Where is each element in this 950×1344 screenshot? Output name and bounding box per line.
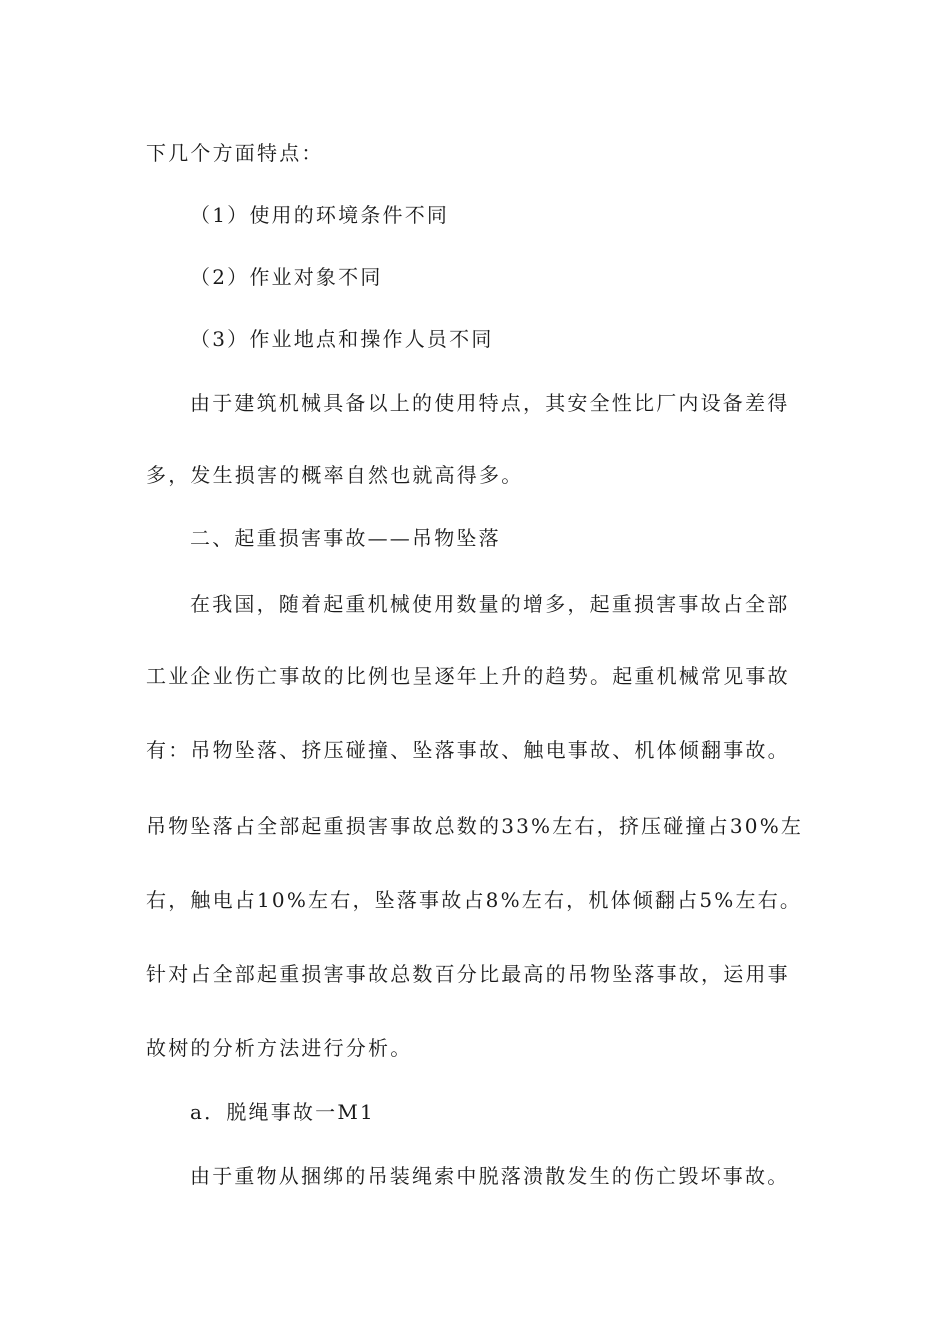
paragraph-line: 在我国，随着起重机械使用数量的增多，起重损害事故占全部 [190,592,790,616]
text-line-continuation: 下几个方面特点： [146,141,324,165]
list-item-3: （3）作业地点和操作人员不同 [190,327,494,351]
paragraph-line: 工业企业伤亡事故的比例也呈逐年上升的趋势。起重机械常见事故 [146,664,790,688]
paragraph-line: 多，发生损害的概率自然也就高得多。 [146,463,524,487]
paragraph-line: 由于建筑机械具备以上的使用特点，其安全性比厂内设备差得 [190,391,790,415]
section-heading: 二、起重损害事故——吊物坠落 [190,526,501,550]
subsection-heading: a．脱绳事故一M1 [190,1100,375,1124]
paragraph-line: 有：吊物坠落、挤压碰撞、坠落事故、触电事故、机体倾翻事故。 [146,738,790,762]
paragraph-line: 故树的分析方法进行分析。 [146,1036,413,1060]
paragraph-line: 吊物坠落占全部起重损害事故总数的33%左右，挤压碰撞占30%左 [146,814,804,838]
paragraph-line: 由于重物从捆绑的吊装绳索中脱落溃散发生的伤亡毁坏事故。 [190,1164,790,1188]
paragraph-line: 右，触电占10%左右，坠落事故占8%左右，机体倾翻占5%左右。 [146,888,803,912]
list-item-2: （2）作业对象不同 [190,265,383,289]
paragraph-line: 针对占全部起重损害事故总数百分比最高的吊物坠落事故，运用事 [146,962,790,986]
list-item-1: （1）使用的环境条件不同 [190,203,450,227]
